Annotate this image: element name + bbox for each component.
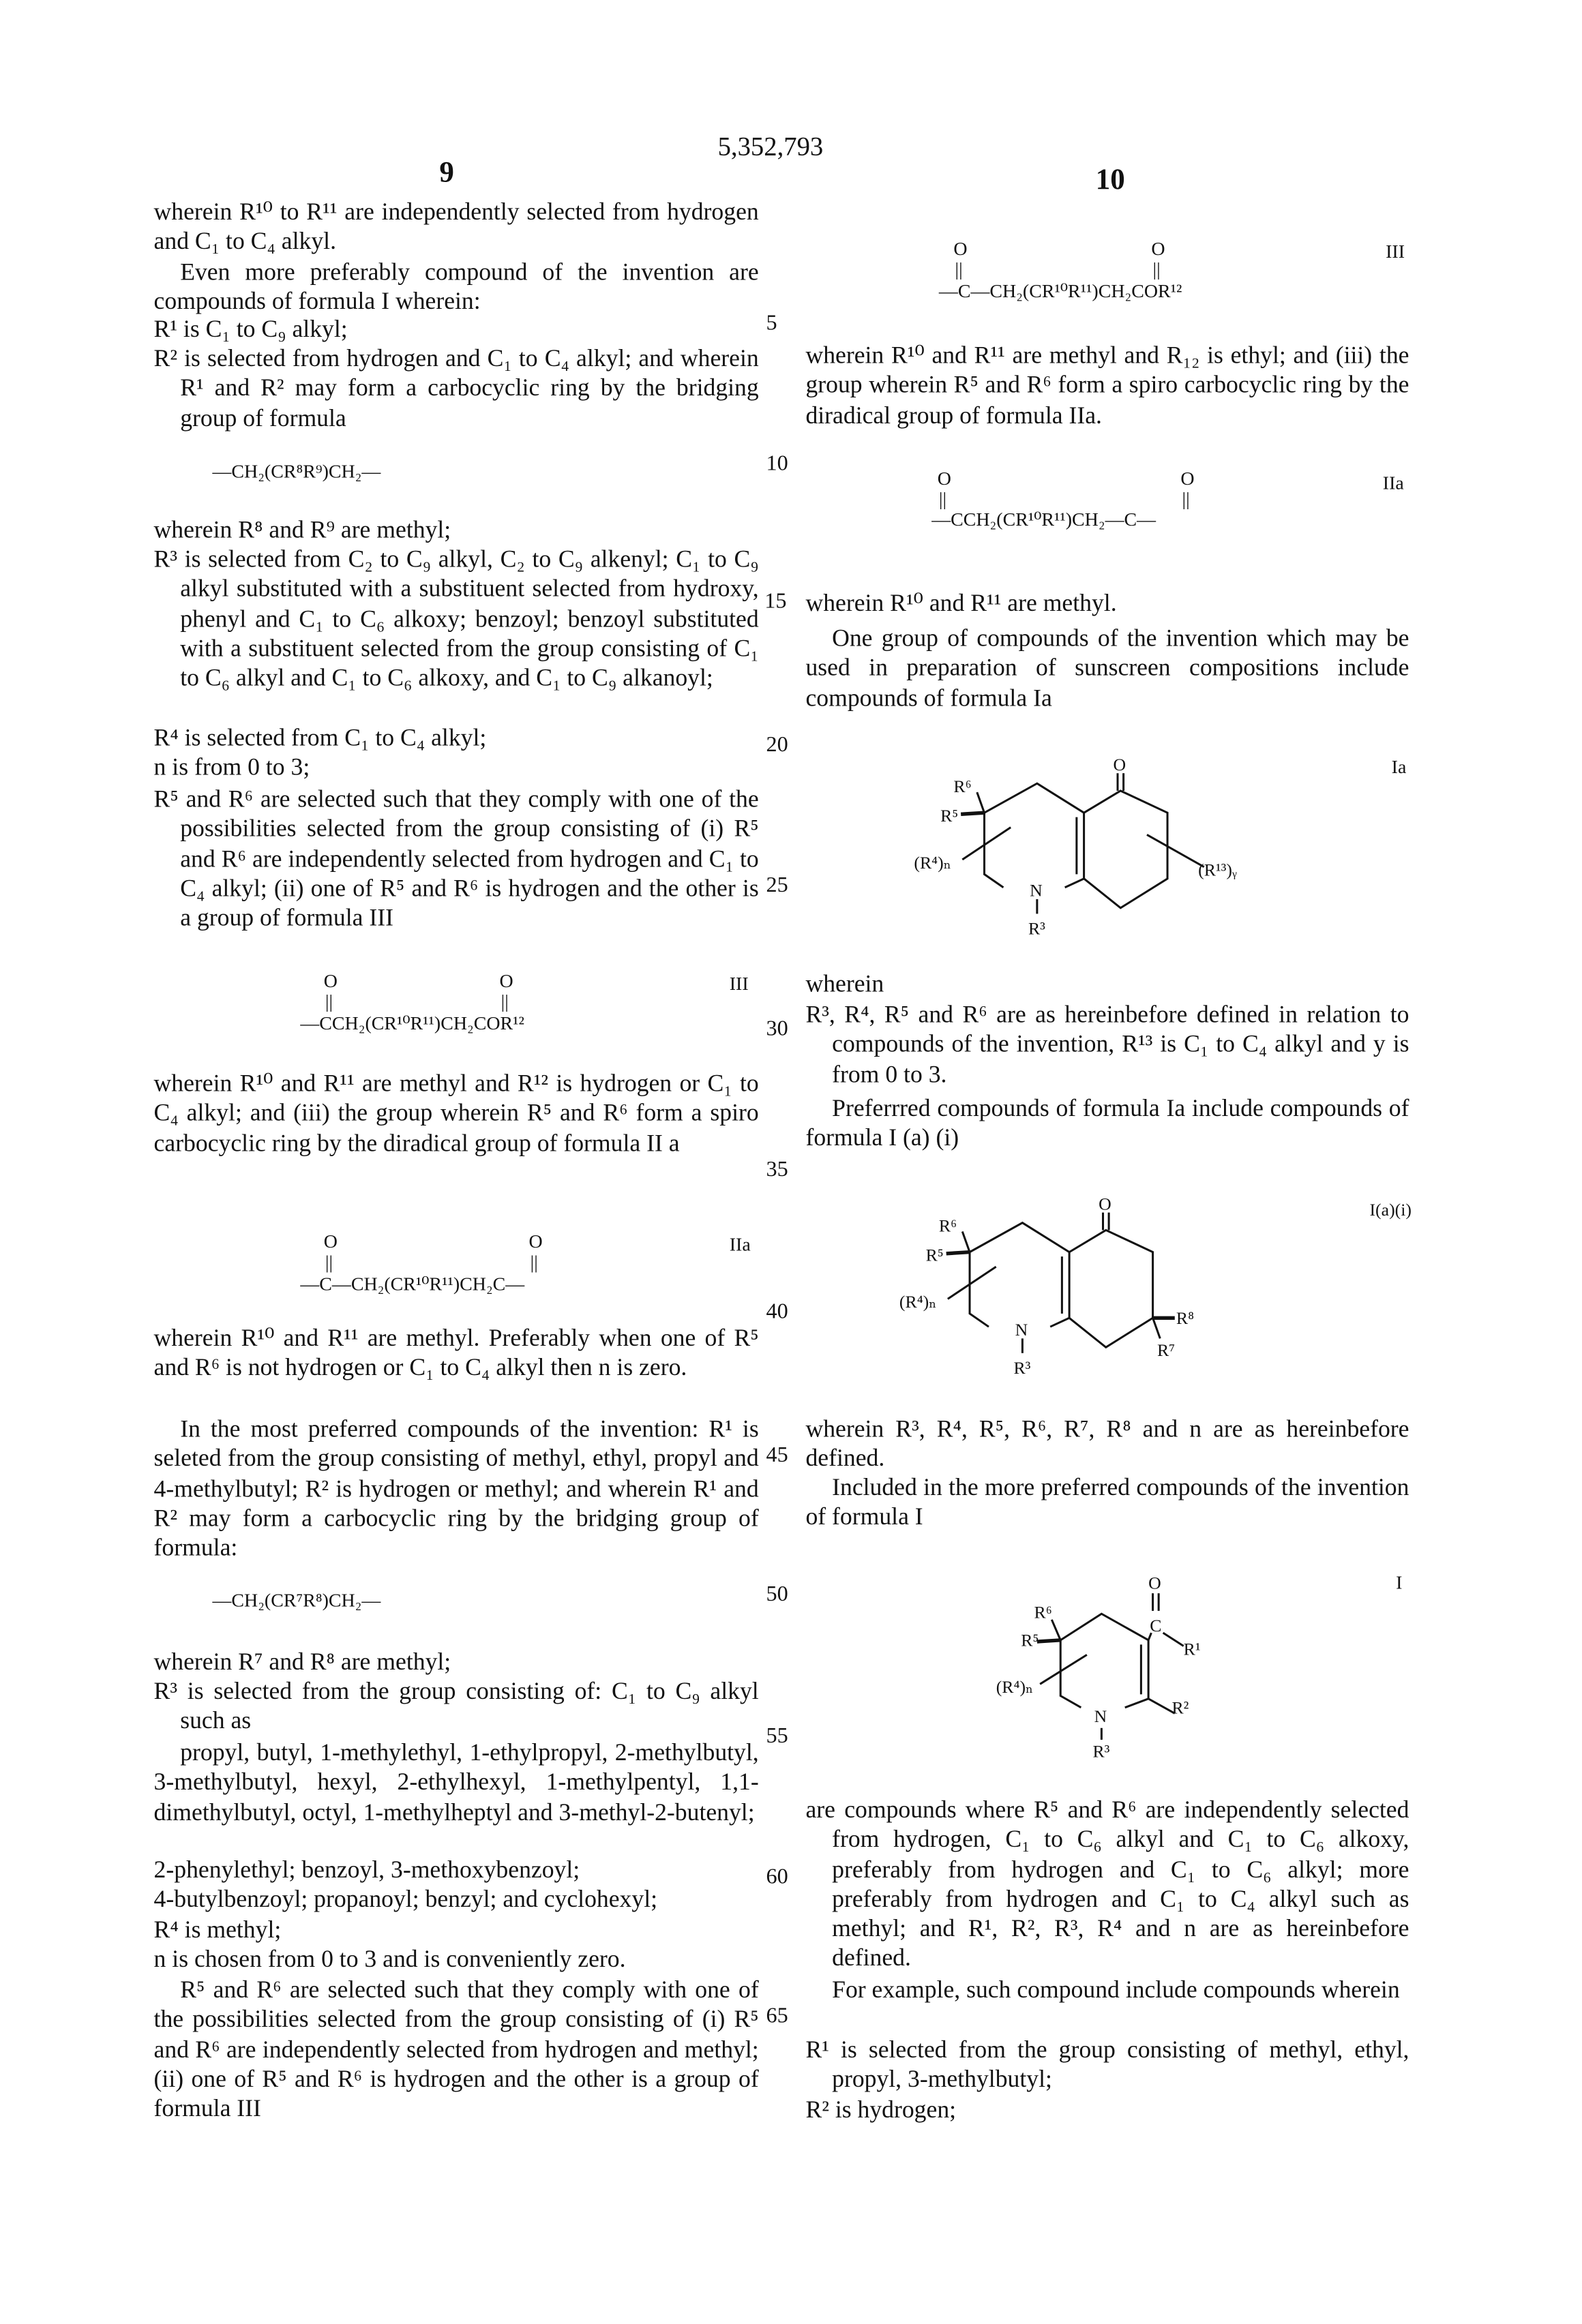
right-page-number: 10 <box>1096 164 1125 198</box>
r4n-label: (R⁴)ₙ <box>899 1292 936 1312</box>
paragraph: For example, such compound include compounds wherein <box>805 1976 1409 2006</box>
paragraph: R² is selected from hydrogen and C₁ to C₄ alkyl; and wherein R¹ and R² may form a carbocyclic ring by the bridging group of formula <box>154 344 759 434</box>
formula-label: III <box>730 972 749 995</box>
r6-label: R⁶ <box>939 1216 957 1236</box>
nitrogen-label: N <box>1030 881 1043 901</box>
oxygen-label: O <box>953 237 967 260</box>
formula-label: III <box>1386 240 1405 263</box>
formula-text: —C—CH₂(CR¹⁰R¹¹)CH₂COR¹² <box>939 280 1182 303</box>
formula-text: —CCH₂(CR¹⁰R¹¹)CH₂COR¹² <box>300 1012 524 1035</box>
line-number: 5 <box>766 312 777 337</box>
paragraph: wherein R¹⁰ and R¹¹ are methyl and R₁₂ is ethyl; and (iii) the group wherein R⁵ and R⁶ form a spiro carbocyclic ring by the diradical group of formula IIa. <box>805 342 1409 431</box>
paragraph: wherein R¹⁰ and R¹¹ are methyl. <box>805 589 1409 619</box>
paragraph: wherein R⁸ and R⁹ are methyl; <box>154 515 759 545</box>
formula-bridge: —CH₂(CR⁸R⁹)CH₂— <box>212 460 380 483</box>
r3-label: R³ <box>1028 918 1045 938</box>
formula-bridge: —CH₂(CR⁷R⁸)CH₂— <box>212 1589 380 1612</box>
r1-label: R¹ <box>1184 1639 1201 1659</box>
line-number: 40 <box>766 1301 788 1326</box>
chemical-structures <box>0 0 1582 2324</box>
line-number: 20 <box>766 734 788 759</box>
oxygen-label: O <box>1148 1573 1161 1593</box>
paragraph: Included in the more preferred compounds of the invention of formula I <box>805 1473 1409 1533</box>
double-bond: || <box>501 990 509 1013</box>
paragraph: wherein R¹⁰ and R¹¹ are methyl. Preferably when one of R⁵ and R⁶ is not hydrogen or C₁ to C₄ alkyl then n is zero. <box>154 1324 759 1383</box>
nitrogen-label: N <box>1015 1320 1028 1340</box>
formula-label: Ia <box>1392 757 1407 778</box>
double-bond: || <box>939 487 946 511</box>
r4n-label: (R⁴)ₙ <box>914 853 951 873</box>
r13y-label: (R¹³)ᵧ <box>1198 860 1237 880</box>
patent-page <box>0 0 1582 2324</box>
paragraph: propyl, butyl, 1-methylethyl, 1-ethylpropyl, 2-methylbutyl, 3-methylbutyl, hexyl, 2-ethylhexyl, 1-methylpentyl, 1,1-dimethylbutyl, octyl, 1-methylheptyl and 3-methyl-2-butenyl; <box>154 1738 759 1828</box>
paragraph: R⁵ and R⁶ are selected such that they comply with one of the possibilities selected from the group consisting of (i) R⁵ and R⁶ are independently selected from hydrogen and methyl; (ii) one of R⁵ and R⁶ is hydrogen and the other is a group of formula III <box>154 1976 759 2124</box>
paragraph: n is chosen from 0 to 3 and is conveniently zero. <box>154 1945 759 1975</box>
oxygen-label: O <box>324 969 338 993</box>
oxygen-label: O <box>1180 467 1194 490</box>
line-number: 35 <box>766 1158 788 1183</box>
carbon-label: C <box>1150 1616 1161 1635</box>
paragraph: R¹ is C₁ to C₉ alkyl; <box>154 315 759 345</box>
double-bond: || <box>531 1250 538 1273</box>
paragraph: are compounds where R⁵ and R⁶ are independently selected from hydrogen, C₁ to C₆ alkyl and C₁ to C₆ alkoxy, preferably from hydrogen and C₁ to C₆ alkyl; more preferably from hydrogen and C₁ to C₄ alkyl such as methyl; and R¹, R², R³, R⁴ and n are as hereinbefore defined. <box>805 1796 1409 1974</box>
paragraph: Preferrred compounds of formula Ia include compounds of formula I (a) (i) <box>805 1094 1409 1153</box>
formula-text: —CCH₂(CR¹⁰R¹¹)CH₂—C— <box>931 508 1156 531</box>
oxygen-label: O <box>1114 755 1126 774</box>
r8-label: R⁸ <box>1176 1308 1194 1328</box>
paragraph: R³, R⁴, R⁵ and R⁶ are as hereinbefore defined in relation to compounds of the invention, R¹³ is C₁ to C₄ alkyl and y is from 0 to 3. <box>805 1000 1409 1089</box>
oxygen-label: O <box>1099 1194 1111 1213</box>
line-number: 45 <box>766 1444 788 1469</box>
line-number: 65 <box>766 2005 788 2030</box>
paragraph: R¹ is selected from the group consisting of methyl, ethyl, propyl, 3-methylbutyl; <box>805 2036 1409 2095</box>
structure-Ia <box>914 755 1406 939</box>
paragraph: R⁵ and R⁶ are selected such that they comply with one of the possibilities selected from the group consisting of (i) R⁵ and R⁶ are independently selected from hydrogen and C₁ to C₄ alkyl; (ii) one of R⁵ and R⁶ is hydrogen and the other is a group of formula III <box>154 785 759 933</box>
r5-label: R⁵ <box>940 806 958 826</box>
paragraph: wherein R¹⁰ to R¹¹ are independently selected from hydrogen and C₁ to C₄ alkyl. <box>154 198 759 257</box>
r7-label: R⁷ <box>1157 1340 1175 1360</box>
line-number: 10 <box>766 453 788 478</box>
r4n-label: (R⁴)ₙ <box>996 1677 1033 1697</box>
paragraph: R² is hydrogen; <box>805 2096 1409 2126</box>
line-number: 25 <box>766 874 788 899</box>
double-bond: || <box>325 1250 333 1273</box>
nitrogen-label: N <box>1094 1706 1107 1726</box>
formula-label: I(a)(i) <box>1369 1200 1411 1220</box>
paragraph: 4-butylbenzoyl; propanoyl; benzyl; and cyclohexyl; <box>154 1885 759 1915</box>
paragraph: R³ is selected from C₂ to C₉ alkyl, C₂ to C₉ alkenyl; C₁ to C₉ alkyl substituted with a substituent selected from hydroxy, phenyl and C₁ to C₆ alkoxy; benzoyl; benzoyl substituted with a substituent selected from the group consisting of C₁ to C₆ alkyl and C₁ to C₆ alkoxy, and C₁ to C₉ alkanoyl; <box>154 545 759 693</box>
line-number: 50 <box>766 1583 788 1608</box>
double-bond: || <box>325 990 333 1013</box>
r3-label: R³ <box>1092 1742 1109 1762</box>
r6-label: R⁶ <box>1034 1603 1052 1623</box>
paragraph: Even more preferably compound of the invention are compounds of formula I wherein: <box>154 258 759 317</box>
double-bond: || <box>1182 487 1190 511</box>
paragraph: wherein R¹⁰ and R¹¹ are methyl and R¹² is hydrogen or C₁ to C₄ alkyl; and (iii) the group wherein R⁵ and R⁶ form a spiro carbocyclic ring by the diradical group of formula II a <box>154 1069 759 1158</box>
formula-label: IIa <box>730 1233 751 1256</box>
double-bond: || <box>1153 258 1161 281</box>
paragraph: wherein R³, R⁴, R⁵, R⁶, R⁷, R⁸ and n are as hereinbefore defined. <box>805 1415 1409 1474</box>
paragraph: wherein <box>805 969 1409 999</box>
left-page-number: 9 <box>439 157 453 190</box>
paragraph: R³ is selected from the group consisting of: C₁ to C₉ alkyl such as <box>154 1677 759 1736</box>
formula-text: —C—CH₂(CR¹⁰R¹¹)CH₂C— <box>300 1273 524 1296</box>
line-number: 60 <box>766 1866 788 1891</box>
paragraph: wherein R⁷ and R⁸ are methyl; <box>154 1648 759 1678</box>
paragraph: One group of compounds of the invention which may be used in preparation of sunscreen compositions include compounds of formula Ia <box>805 624 1409 713</box>
paragraph: 2-phenylethyl; benzoyl, 3-methoxybenzoyl; <box>154 1856 759 1886</box>
patent-number: 5,352,793 <box>718 132 824 162</box>
structure-I <box>996 1573 1403 1762</box>
paragraph: R⁴ is methyl; <box>154 1916 759 1946</box>
line-number: 55 <box>766 1725 788 1750</box>
formula-label: IIa <box>1383 472 1404 495</box>
line-number: 30 <box>766 1018 788 1043</box>
oxygen-label: O <box>324 1230 338 1253</box>
double-bond: || <box>955 258 963 281</box>
structure-Iai <box>899 1194 1412 1378</box>
line-number: 15 <box>764 590 786 616</box>
r6-label: R⁶ <box>953 776 971 796</box>
r5-label: R⁵ <box>1021 1630 1039 1650</box>
r2-label: R² <box>1171 1697 1189 1717</box>
oxygen-label: O <box>500 969 513 993</box>
paragraph: R⁴ is selected from C₁ to C₄ alkyl; <box>154 723 759 753</box>
paragraph: n is from 0 to 3; <box>154 753 759 783</box>
formula-label: I <box>1396 1573 1402 1594</box>
oxygen-label: O <box>528 1230 542 1253</box>
r5-label: R⁵ <box>926 1246 944 1265</box>
oxygen-label: O <box>938 467 951 490</box>
oxygen-label: O <box>1151 237 1165 260</box>
r3-label: R³ <box>1013 1358 1030 1378</box>
paragraph: In the most preferred compounds of the invention: R¹ is seleted from the group consisting of methyl, ethyl, propyl and 4-methylbutyl; R² is hydrogen or methyl; and wherein R¹ and R² may form a carbocyclic ring by the bridging group of formula: <box>154 1415 759 1563</box>
